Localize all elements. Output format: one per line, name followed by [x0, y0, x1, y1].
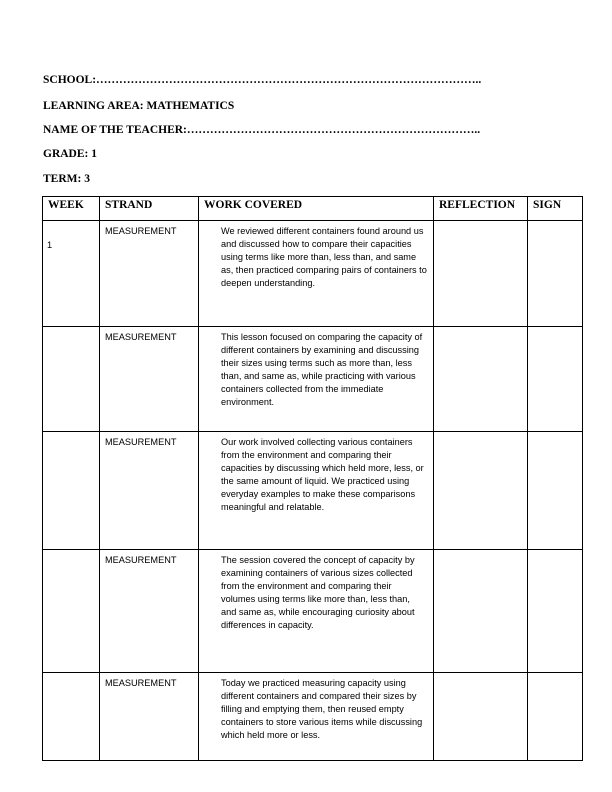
- table-row: [43, 550, 583, 673]
- school-field: SCHOOL:………………………………………………………………………………………..: [43, 74, 482, 86]
- work-covered-text: We reviewed different containers found around us and discussed how to compare their capacities using terms like more than, less than, and same as, then practiced comparing pairs of containers to deepen understanding.: [221, 226, 427, 288]
- table-row: [43, 673, 583, 761]
- column-header-strand: STRAND: [100, 197, 199, 221]
- work-covered-cell: [199, 221, 434, 327]
- table-row: [43, 221, 583, 327]
- grade-field: GRADE: 1: [43, 148, 97, 160]
- week-cell: [43, 327, 100, 432]
- work-covered-cell: [199, 673, 434, 761]
- reflection-cell: [434, 550, 528, 673]
- column-header-week: WEEK: [43, 197, 100, 221]
- teacher-name-field: NAME OF THE TEACHER:…………………………………………………………………..: [43, 124, 481, 136]
- table-header-row: [43, 197, 583, 221]
- record-of-work-table: [42, 196, 583, 761]
- work-covered-cell: [199, 432, 434, 550]
- work-covered-cell: [199, 327, 434, 432]
- term-field: TERM: 3: [43, 173, 90, 185]
- table-row: [43, 327, 583, 432]
- reflection-cell: [434, 673, 528, 761]
- work-covered-text: This lesson focused on comparing the capacity of different containers by examining and discussing their sizes using terms such as more than, less than, and same as, while practicing with various containers collected from the immediate environment.: [221, 332, 423, 407]
- work-covered-cell: [199, 550, 434, 673]
- strand-cell: MEASUREMENT: [100, 432, 199, 550]
- strand-cell: MEASUREMENT: [100, 550, 199, 673]
- sign-cell: [528, 550, 583, 673]
- sign-cell: [528, 327, 583, 432]
- reflection-cell: [434, 327, 528, 432]
- column-header-reflection: REFLECTION: [434, 197, 528, 221]
- week-cell: [43, 550, 100, 673]
- week-cell: 1: [43, 221, 100, 327]
- work-covered-text: Today we practiced measuring capacity using different containers and compared their sizes by filling and emptying them, then reused empty containers to store various items while discussing which held more or less.: [221, 678, 423, 740]
- learning-area-field: LEARNING AREA: MATHEMATICS: [43, 100, 235, 112]
- reflection-cell: [434, 432, 528, 550]
- strand-cell: MEASUREMENT: [100, 673, 199, 761]
- strand-cell: MEASUREMENT: [100, 221, 199, 327]
- column-header-work-covered: WORK COVERED: [199, 197, 434, 221]
- work-covered-text: Our work involved collecting various containers from the environment and comparing their capacities by discussing which held more, less, or the same amount of liquid. We practiced using everyday examples to make these comparisons meaningful and relatable.: [221, 437, 424, 512]
- sign-cell: [528, 221, 583, 327]
- week-cell: [43, 673, 100, 761]
- column-header-sign: SIGN: [528, 197, 583, 221]
- week-cell: [43, 432, 100, 550]
- reflection-cell: [434, 221, 528, 327]
- sign-cell: [528, 673, 583, 761]
- sign-cell: [528, 432, 583, 550]
- table-row: [43, 432, 583, 550]
- strand-cell: MEASUREMENT: [100, 327, 199, 432]
- work-covered-text: The session covered the concept of capacity by examining containers of various sizes collected from the environment and comparing their volumes using terms like more than, less than, and same as, while encouraging curiosity about differences in capacity.: [221, 555, 415, 630]
